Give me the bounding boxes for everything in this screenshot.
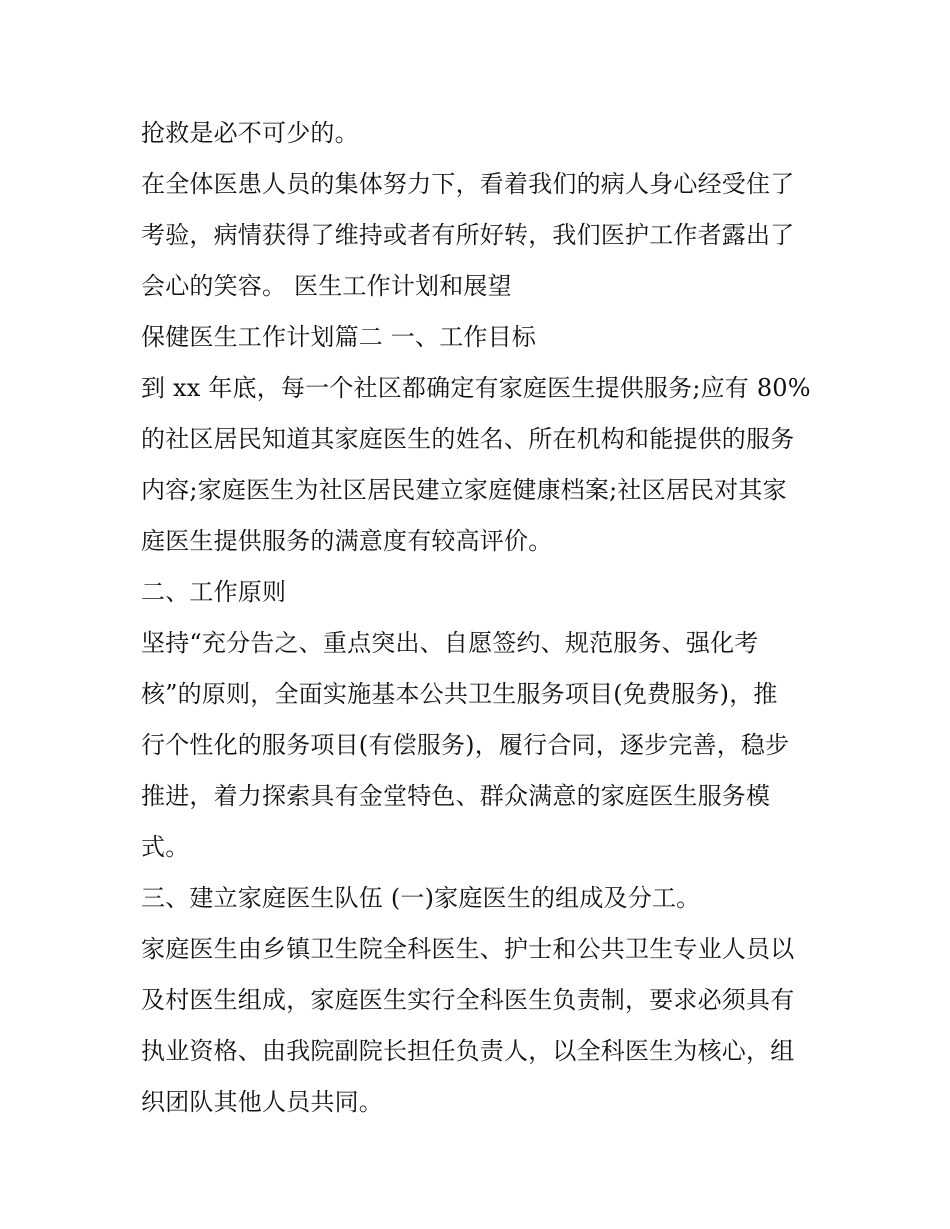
text-line: 执业资格、由我院副院长担任负责人，以全科医生为核心，组 <box>141 1037 795 1065</box>
text-line: 会心的笑容。 医生工作计划和展望 <box>141 272 512 300</box>
text-line: 式。 <box>141 833 190 861</box>
text-line: 抢救是必不可少的。 <box>141 119 359 147</box>
text-line: 坚持“充分告之、重点突出、自愿签约、规范服务、强化考 <box>141 629 759 657</box>
section-heading: 三、建立家庭医生队伍 (一)家庭医生的组成及分工。 <box>141 884 701 912</box>
document-body <box>141 108 821 1128</box>
section-heading: 二、工作原则 <box>141 578 287 606</box>
text-line: 行个性化的服务项目(有偿服务)，履行合同，逐步完善，稳步 <box>141 731 790 759</box>
text-line: 及村医生组成，家庭医生实行全科医生负责制，要求必须具有 <box>141 986 795 1014</box>
text-line: 核”的原则，全面实施基本公共卫生服务项目(免费服务)，推 <box>141 680 778 708</box>
text-line: 推进，着力探索具有金堂特色、群众满意的家庭医生服务模 <box>141 782 771 810</box>
text-line: 到 xx 年底，每一个社区都确定有家庭医生提供服务;应有 80% <box>141 374 811 402</box>
text-line: 内容;家庭医生为社区居民建立家庭健康档案;社区居民对其家 <box>141 476 787 504</box>
text-line: 考验，病情获得了维持或者有所好转，我们医护工作者露出了 <box>141 221 795 249</box>
text-line: 家庭医生由乡镇卫生院全科医生、护士和公共卫生专业人员以 <box>141 935 795 963</box>
text-line: 庭医生提供服务的满意度有较高评价。 <box>141 527 553 555</box>
section-heading: 保健医生工作计划篇二 一、工作目标 <box>141 323 537 351</box>
text-line: 织团队其他人员共同。 <box>141 1088 383 1116</box>
text-line: 的社区居民知道其家庭医生的姓名、所在机构和能提供的服务 <box>141 425 795 453</box>
text-line: 在全体医患人员的集体努力下，看着我们的病人身心经受住了 <box>141 170 795 198</box>
